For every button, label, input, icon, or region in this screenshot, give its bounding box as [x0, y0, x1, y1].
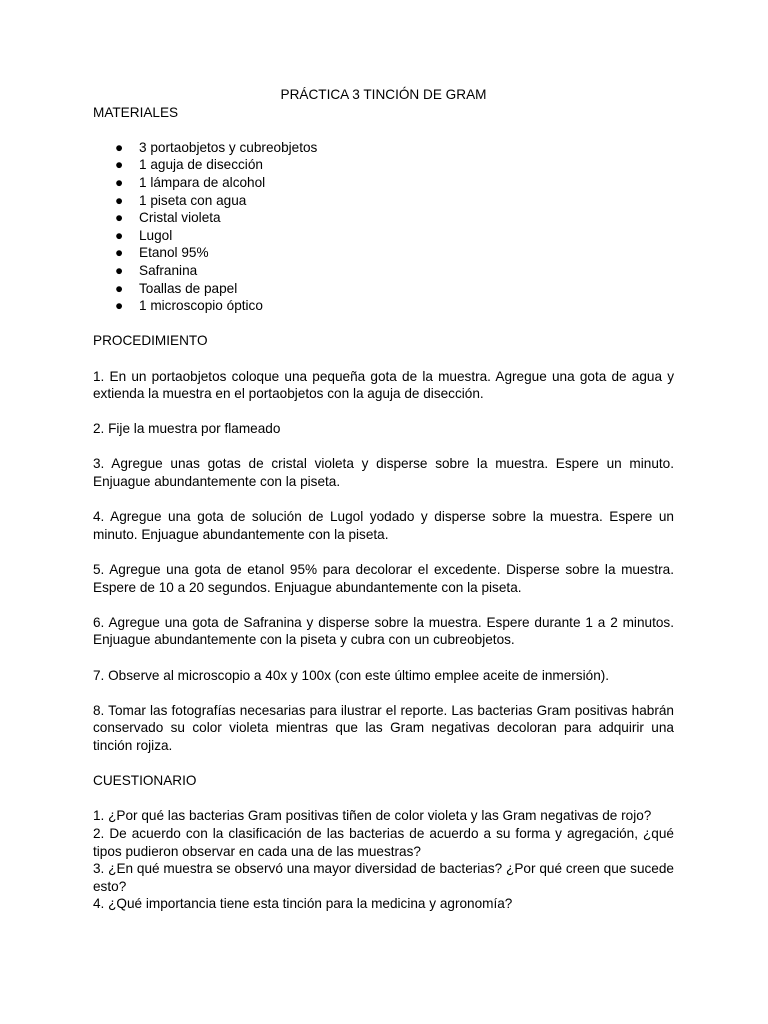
bullet-icon: ● [115, 157, 124, 173]
list-item [93, 139, 674, 157]
bullet-icon: ● [115, 227, 124, 243]
questionnaire-heading: CUESTIONARIO [93, 773, 197, 789]
list-item [93, 244, 674, 262]
procedure-heading: PROCEDIMIENTO [93, 333, 208, 349]
bullet-icon: ● [115, 174, 124, 190]
question-item: 1. ¿Por qué las bacterias Gram positivas tiñen de color violeta y las Gram negativas de rojo? [93, 808, 652, 824]
material-label: 1 microscopio óptico [139, 298, 263, 314]
materials-list [93, 139, 674, 315]
procedure-step: 6. Agregue una gota de Safranina y disperse sobre la muestra. Espere durante 1 a 2 minutos. Enjuague abundantemente con la piseta y cubra con un cubreobjetos. [93, 614, 674, 648]
procedure-step: 8. Tomar las fotografías necesarias para ilustrar el reporte. Las bacterias Gram positivas habrán conservado su color violeta mientras que las Gram negativas decoloran para adquirir una tinción rojiza. [93, 702, 674, 753]
question-item: 3. ¿En qué muestra se observó una mayor diversidad de bacterias? ¿Por qué creen que sucede esto? [93, 861, 674, 894]
bullet-icon: ● [115, 192, 124, 208]
list-item [93, 262, 674, 280]
bullet-icon: ● [115, 139, 124, 155]
bullet-icon: ● [115, 262, 124, 278]
material-label: 1 lámpara de alcohol [139, 174, 266, 190]
material-label: 1 aguja de disección [139, 157, 263, 173]
materials-heading: MATERIALES [93, 104, 179, 120]
list-item [93, 297, 674, 315]
list-item [93, 192, 674, 210]
procedure-step: 4. Agregue una gota de solución de Lugol yodado y disperse sobre la muestra. Espere un minuto. Enjuague abundantemente con la piseta. [93, 509, 674, 542]
list-item [93, 209, 674, 227]
material-label: Safranina [139, 262, 198, 278]
list-item [93, 280, 674, 298]
procedure-step: 7. Observe al microscopio a 40x y 100x (con este último emplee aceite de inmersión). [93, 667, 610, 683]
question-item: 2. De acuerdo con la clasificación de las bacterias de acuerdo a su forma y agregación, ¿qué tipos pudieron observar en cada una de las muestras? [93, 825, 674, 859]
material-label: Lugol [139, 227, 173, 243]
list-item [93, 227, 674, 245]
procedure-step: 5. Agregue una gota de etanol 95% para decolorar el excedente. Disperse sobre la muestra. Espere de 10 a 20 segundos. Enjuague abundantemente con la piseta. [93, 562, 674, 595]
material-label: 3 portaobjetos y cubreobjetos [139, 139, 318, 155]
list-item [93, 174, 674, 192]
document-page [93, 86, 674, 913]
bullet-icon: ● [115, 280, 124, 296]
questions-list [93, 807, 674, 913]
procedure-step: 2. Fije la muestra por flameado [93, 421, 281, 437]
document-title: PRÁCTICA 3 TINCIÓN DE GRAM [280, 87, 487, 102]
list-item [93, 156, 674, 174]
bullet-icon: ● [115, 298, 124, 314]
bullet-icon: ● [115, 245, 124, 261]
bullet-icon: ● [115, 210, 124, 226]
question-item: 4. ¿Qué importancia tiene esta tinción para la medicina y agronomía? [93, 896, 513, 912]
material-label: Cristal violeta [139, 210, 221, 226]
material-label: Toallas de papel [139, 280, 238, 296]
material-label: 1 piseta con agua [139, 192, 247, 208]
procedure-step: 1. En un portaobjetos coloque una pequeña gota de la muestra. Agregue una gota de agua y extienda la muestra en el portaobjetos con la aguja de disección. [93, 368, 674, 402]
material-label: Etanol 95% [139, 245, 209, 261]
procedure-step: 3. Agregue unas gotas de cristal violeta y disperse sobre la muestra. Espere un minuto. Enjuague abundantemente con la piseta. [93, 456, 674, 490]
